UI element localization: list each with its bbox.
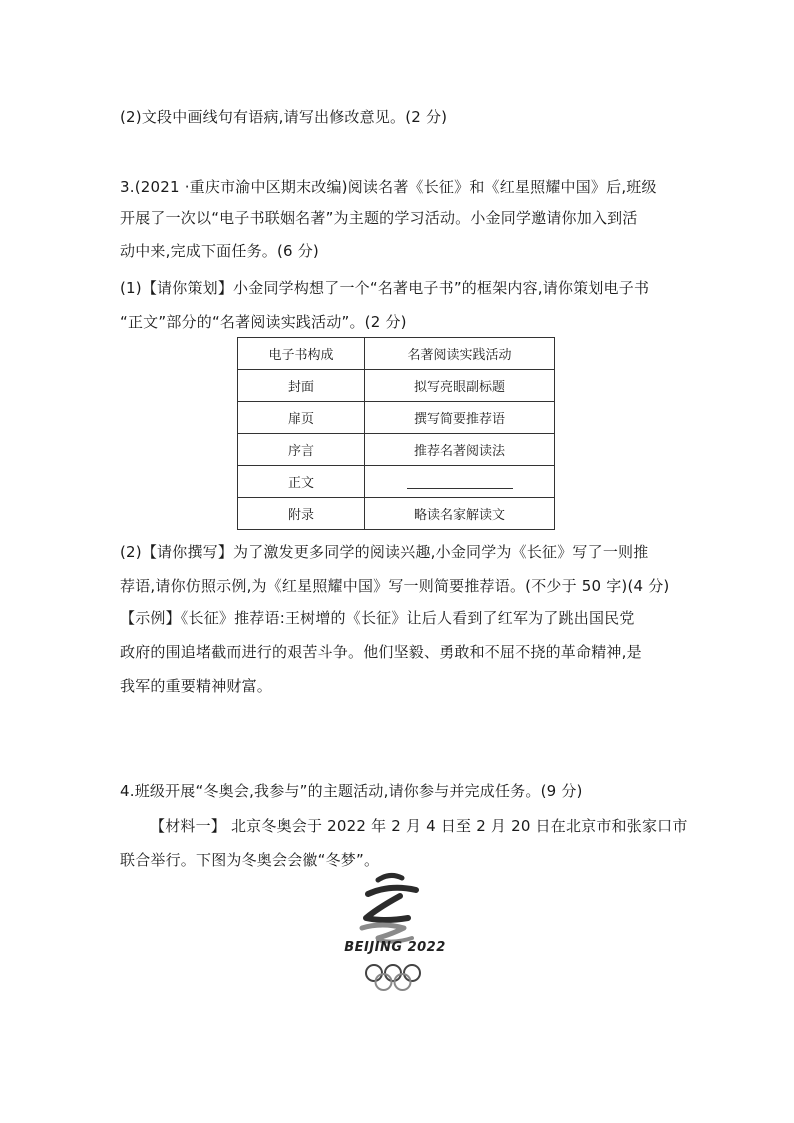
table-header-cell: 名著阅读实践活动 [365, 338, 555, 370]
table-cell: 撰写简要推荐语 [365, 402, 555, 434]
table-header-cell: 电子书构成 [238, 338, 365, 370]
q3-example-line1: 【示例】《长征》推荐语:王树增的《长征》让后人看到了红军为了跳出国民党 [120, 609, 635, 627]
table-cell: 略读名家解读文 [365, 498, 555, 530]
table-cell: 推荐名著阅读法 [365, 434, 555, 466]
q2-part2-prompt: (2)文段中画线句有语病,请写出修改意见。(2 分) [120, 108, 448, 126]
q3-part2-line2: 荐语,请你仿照示例,为《红星照耀中国》写一则简要推荐语。(不少于 50 字)(4 分) [120, 577, 670, 595]
q4-material1-line2: 联合举行。下图为冬奥会会徽“冬梦”。 [120, 851, 380, 869]
winter-olympics-emblem [338, 868, 450, 996]
q3-example-line2: 政府的围追堵截而进行的艰苦斗争。他们坚毅、勇敢和不屈不挠的革命精神,是 [120, 643, 642, 661]
q3-part1-line1: (1)【请你策划】小金同学构想了一个“名著电子书”的框架内容,请你策划电子书 [120, 279, 650, 297]
table-cell: 扉页 [238, 402, 365, 434]
q4-intro: 4.班级开展“冬奥会,我参与”的主题活动,请你参与并完成任务。(9 分) [120, 782, 583, 800]
table-row [238, 434, 555, 466]
table-cell: 附录 [238, 498, 365, 530]
q3-part1-line2: “正文”部分的“名著阅读实践活动”。(2 分) [120, 313, 407, 331]
table-row [238, 402, 555, 434]
table-cell: 正文 [238, 466, 365, 498]
table-cell: 序言 [238, 434, 365, 466]
table-row [238, 370, 555, 402]
table-cell: 封面 [238, 370, 365, 402]
olympic-rings-icon [366, 965, 420, 990]
table-row [238, 498, 555, 530]
q3-intro-line2: 开展了一次以“电子书联姻名著”为主题的学习活动。小金同学邀请你加入到活 [120, 209, 638, 227]
table-row [238, 466, 555, 498]
q3-example-line3: 我军的重要精神财富。 [120, 677, 273, 695]
table-header-row [238, 338, 555, 370]
emblem-wordmark: BEIJING 2022 [344, 940, 446, 955]
ebook-structure-table [237, 337, 555, 530]
answer-blank-line[interactable] [407, 474, 513, 489]
q3-intro-line1: 3.(2021 ·重庆市渝中区期末改编)阅读名著《长征》和《红星照耀中国》后,班级 [120, 178, 657, 196]
table-cell: 拟写亮眼副标题 [365, 370, 555, 402]
emblem-dong-glyph [362, 875, 416, 941]
q3-intro-line3: 动中来,完成下面任务。(6 分) [120, 242, 319, 260]
q3-part2-line1: (2)【请你撰写】为了激发更多同学的阅读兴趣,小金同学为《长征》写了一则推 [120, 543, 649, 561]
q4-material1-line1: 【材料一】 北京冬奥会于 2022 年 2 月 4 日至 2 月 20 日在北京市和张家口市 [150, 817, 688, 835]
answer-blank-cell[interactable] [365, 466, 555, 498]
